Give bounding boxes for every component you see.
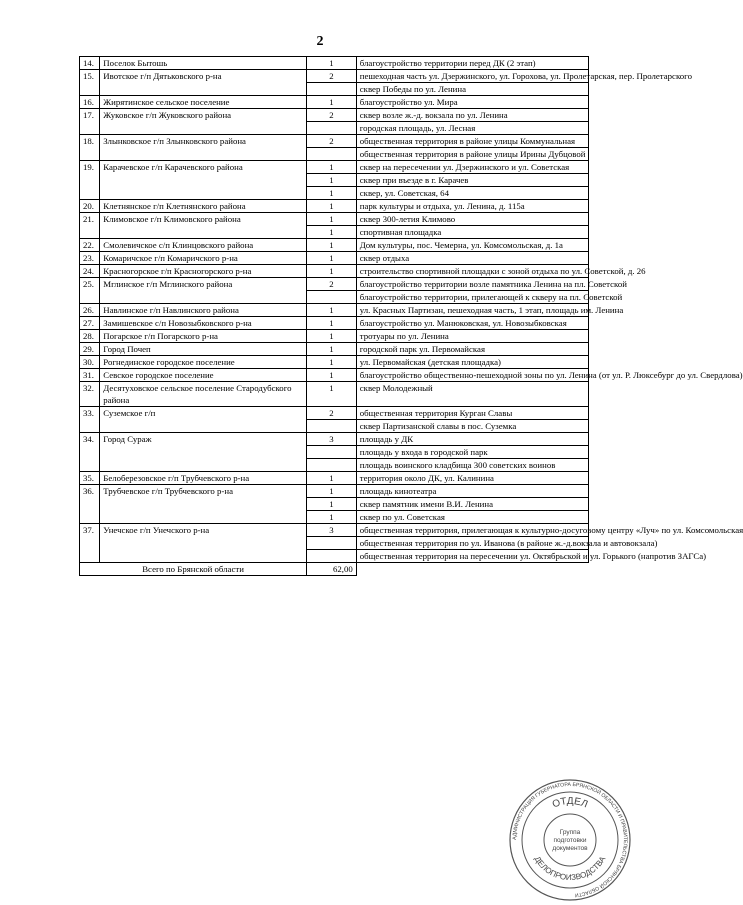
row-number: 26. <box>80 304 100 317</box>
table-row <box>80 407 589 420</box>
object-count: 1 <box>307 472 357 485</box>
row-number: 23. <box>80 252 100 265</box>
table-row <box>80 135 589 148</box>
row-number: 14. <box>80 57 100 70</box>
table-row <box>80 369 589 382</box>
municipality-name: Рогнединское городское поселение <box>100 356 307 369</box>
row-number: 28. <box>80 330 100 343</box>
table-row <box>80 382 589 407</box>
object-description: городской парк ул. Первомайская <box>356 343 588 356</box>
object-count: 1 <box>307 187 357 200</box>
object-description: ул. Красных Партизан, пешеходная часть, 1 этап, площадь им. Ленина <box>356 304 588 317</box>
table-row <box>80 213 589 226</box>
table-row <box>80 356 589 369</box>
row-number: 20. <box>80 200 100 213</box>
table-row <box>80 472 589 485</box>
municipality-name: Карачевское г/п Карачевского района <box>100 161 307 200</box>
svg-text:ОТДЕЛ <box>551 796 589 811</box>
object-count <box>307 550 357 563</box>
table-row <box>80 317 589 330</box>
object-count <box>307 459 357 472</box>
object-count: 1 <box>307 174 357 187</box>
object-description: сквер возле ж.-д. вокзала по ул. Ленина <box>356 109 588 122</box>
row-number: 25. <box>80 278 100 304</box>
stamp-ring-text: АДМИНИСТРАЦИЯ ГУБЕРНАТОРА БРЯНСКОЙ ОБЛАСТИ И ПРАВИТЕЛЬСТВА БРЯНСКОЙ ОБЛАСТИ <box>511 781 629 898</box>
object-count: 2 <box>307 278 357 291</box>
table-row <box>80 330 589 343</box>
table-row <box>80 70 589 83</box>
object-description: сквер 300-летия Климово <box>356 213 588 226</box>
object-description: сквер Молодежный <box>356 382 588 407</box>
municipality-name: Замишевское с/п Новозыбковского р-на <box>100 317 307 330</box>
territories-table <box>79 56 743 576</box>
object-description: сквер при въезде в г. Карачев <box>356 174 588 187</box>
object-description: Дом культуры, пос. Чемерна, ул. Комсомольская, д. 1а <box>356 239 588 252</box>
total-row <box>80 563 589 576</box>
municipality-name: Злынковское г/п Злынковского района <box>100 135 307 161</box>
object-description: общественная территория в районе улицы Ирины Дубцовой <box>356 148 588 161</box>
object-description: сквер, ул. Советская, 64 <box>356 187 588 200</box>
object-count: 1 <box>307 356 357 369</box>
object-count <box>307 537 357 550</box>
object-count <box>307 83 357 96</box>
row-number: 21. <box>80 213 100 239</box>
object-description: общественная территория в районе улицы Коммунальная <box>356 135 588 148</box>
row-number: 30. <box>80 356 100 369</box>
object-count <box>307 420 357 433</box>
object-description: сквер памятник имени В.И. Ленина <box>356 498 588 511</box>
object-count: 1 <box>307 498 357 511</box>
row-number: 33. <box>80 407 100 433</box>
table-row <box>80 57 589 70</box>
object-description: общественная территория, прилегающая к культурно-досуговому центру «Луч» по ул. Комсомольская <box>356 524 588 537</box>
municipality-name: Севское городское поселение <box>100 369 307 382</box>
municipality-name: Город Почеп <box>100 343 307 356</box>
object-count: 1 <box>307 57 357 70</box>
object-count: 1 <box>307 161 357 174</box>
row-number: 24. <box>80 265 100 278</box>
object-description: общественная территория на пересечении ул. Октябрьской и ул. Горького (напротив ЗАГСа) <box>356 550 588 563</box>
municipality-name: Клетнянское г/п Клетнянского района <box>100 200 307 213</box>
object-count: 1 <box>307 200 357 213</box>
table-row <box>80 485 589 498</box>
object-description: общественная территория Курган Славы <box>356 407 588 420</box>
municipality-name: Красногорское г/п Красногорского р-на <box>100 265 307 278</box>
row-number: 27. <box>80 317 100 330</box>
object-count: 1 <box>307 265 357 278</box>
municipality-name: Климовское г/п Климовского района <box>100 213 307 239</box>
row-number: 37. <box>80 524 100 563</box>
object-count: 1 <box>307 511 357 524</box>
object-description: благоустройство территории возле памятника Ленина на пл. Советской <box>356 278 588 291</box>
municipality-name: Поселок Бытошь <box>100 57 307 70</box>
row-number: 32. <box>80 382 100 407</box>
object-count: 1 <box>307 213 357 226</box>
object-count: 3 <box>307 433 357 446</box>
municipality-name: Комаричское г/п Комаричского р-на <box>100 252 307 265</box>
object-description: сквер Победы по ул. Ленина <box>356 83 588 96</box>
object-count <box>307 291 357 304</box>
table-row <box>80 265 589 278</box>
table-row <box>80 239 589 252</box>
municipality-name: Трубчевское г/п Трубчевского р-на <box>100 485 307 524</box>
object-count: 1 <box>307 382 357 407</box>
municipality-name: Жуковское г/п Жуковского района <box>100 109 307 135</box>
svg-text:ДЕЛОПРОИЗВОДСТВА <box>533 854 608 882</box>
object-description: сквер отдыха <box>356 252 588 265</box>
stamp-center-text: Группа подготовки документов <box>552 829 588 852</box>
table-row <box>80 96 589 109</box>
total-label: Всего по Брянской области <box>80 563 307 576</box>
row-number: 29. <box>80 343 100 356</box>
object-description: площадь кинотеатра <box>356 485 588 498</box>
table-row <box>80 109 589 122</box>
object-count <box>307 148 357 161</box>
object-description: площадь у входа в городской парк <box>356 446 588 459</box>
row-number: 18. <box>80 135 100 161</box>
object-count: 1 <box>307 304 357 317</box>
row-number: 36. <box>80 485 100 524</box>
object-count: 2 <box>307 135 357 148</box>
municipality-name: Мглинское г/п Мглинского района <box>100 278 307 304</box>
total-value: 62,00 <box>307 563 357 576</box>
object-count: 1 <box>307 96 357 109</box>
object-count: 3 <box>307 524 357 537</box>
table-body <box>80 57 743 576</box>
row-number: 15. <box>80 70 100 96</box>
department-stamp <box>508 778 632 902</box>
object-description: сквер Партизанской славы в пос. Суземка <box>356 420 588 433</box>
municipality-name: Погарское г/п Погарского р-на <box>100 330 307 343</box>
municipality-name: Десятуховское сельское поселение Стародубского района <box>100 382 307 407</box>
object-description: благоустройство ул. Мира <box>356 96 588 109</box>
object-description: спортивная площадка <box>356 226 588 239</box>
row-number: 35. <box>80 472 100 485</box>
table-row <box>80 524 589 537</box>
row-number: 34. <box>80 433 100 472</box>
table-row <box>80 161 589 174</box>
object-description: парк культуры и отдыха, ул. Ленина, д. 115а <box>356 200 588 213</box>
object-count: 2 <box>307 70 357 83</box>
object-description: строительство спортивной площадки с зоной отдыха по ул. Советской, д. 26 <box>356 265 588 278</box>
object-description: благоустройство территории, прилегающей к скверу на пл. Советской <box>356 291 588 304</box>
table-row <box>80 343 589 356</box>
object-count: 1 <box>307 239 357 252</box>
object-count: 1 <box>307 485 357 498</box>
municipality-name: Ивотское г/п Дятьковского р-на <box>100 70 307 96</box>
object-description: тротуары по ул. Ленина <box>356 330 588 343</box>
municipality-name: Город Сураж <box>100 433 307 472</box>
municipality-name: Суземское г/п <box>100 407 307 433</box>
object-count: 1 <box>307 252 357 265</box>
object-description: общественная территория по ул. Иванова (в районе ж.-д.вокзала и автовокзала) <box>356 537 588 550</box>
stamp-bottom-word: ДЕЛОПРОИЗВОДСТВА <box>532 854 608 883</box>
table-row <box>80 433 589 446</box>
object-description: сквер по ул. Советская <box>356 511 588 524</box>
object-description: ул. Первомайская (детская площадка) <box>356 356 588 369</box>
object-description: городская площадь, ул. Лесная <box>356 122 588 135</box>
table-row <box>80 278 589 291</box>
row-number: 31. <box>80 369 100 382</box>
row-number: 22. <box>80 239 100 252</box>
municipality-name: Унечское г/п Унечского р-на <box>100 524 307 563</box>
object-count: 1 <box>307 226 357 239</box>
object-count <box>307 122 357 135</box>
municipality-name: Белоберезовское г/п Трубчевского р-на <box>100 472 307 485</box>
row-number: 16. <box>80 96 100 109</box>
object-description: благоустройство общественно-пешеходной зоны по ул. Ленина (от ул. Р. Люксебург до ул. Свердлова) <box>356 369 588 382</box>
row-number: 19. <box>80 161 100 200</box>
object-count: 2 <box>307 407 357 420</box>
object-count: 1 <box>307 369 357 382</box>
object-count: 1 <box>307 330 357 343</box>
municipality-name: Навлинское г/п Навлинского района <box>100 304 307 317</box>
object-description: территория около ДК, ул. Калинина <box>356 472 588 485</box>
object-description: площадь воинского кладбища 300 советских воинов <box>356 459 588 472</box>
object-description: сквер на пересечении ул. Дзержинского и ул. Советская <box>356 161 588 174</box>
object-count: 1 <box>307 317 357 330</box>
page-number: 2 <box>316 34 324 49</box>
object-description: площадь у ДК <box>356 433 588 446</box>
object-description: благоустройство территории перед ДК (2 этап) <box>356 57 588 70</box>
table-row <box>80 304 589 317</box>
object-count <box>307 446 357 459</box>
object-count: 2 <box>307 109 357 122</box>
object-description: пешеходная часть ул. Дзержинского, ул. Горохова, ул. Пролетарская, пер. Пролетарского <box>356 70 588 83</box>
row-number: 17. <box>80 109 100 135</box>
stamp-top-word: ОТДЕЛ <box>550 795 590 811</box>
table-row <box>80 252 589 265</box>
object-count: 1 <box>307 343 357 356</box>
municipality-name: Жирятинское сельское поселение <box>100 96 307 109</box>
object-description: благоустройство ул. Манюковская, ул. Новозыбковская <box>356 317 588 330</box>
table-row <box>80 200 589 213</box>
municipality-name: Смолевичское с/п Клинцовского района <box>100 239 307 252</box>
